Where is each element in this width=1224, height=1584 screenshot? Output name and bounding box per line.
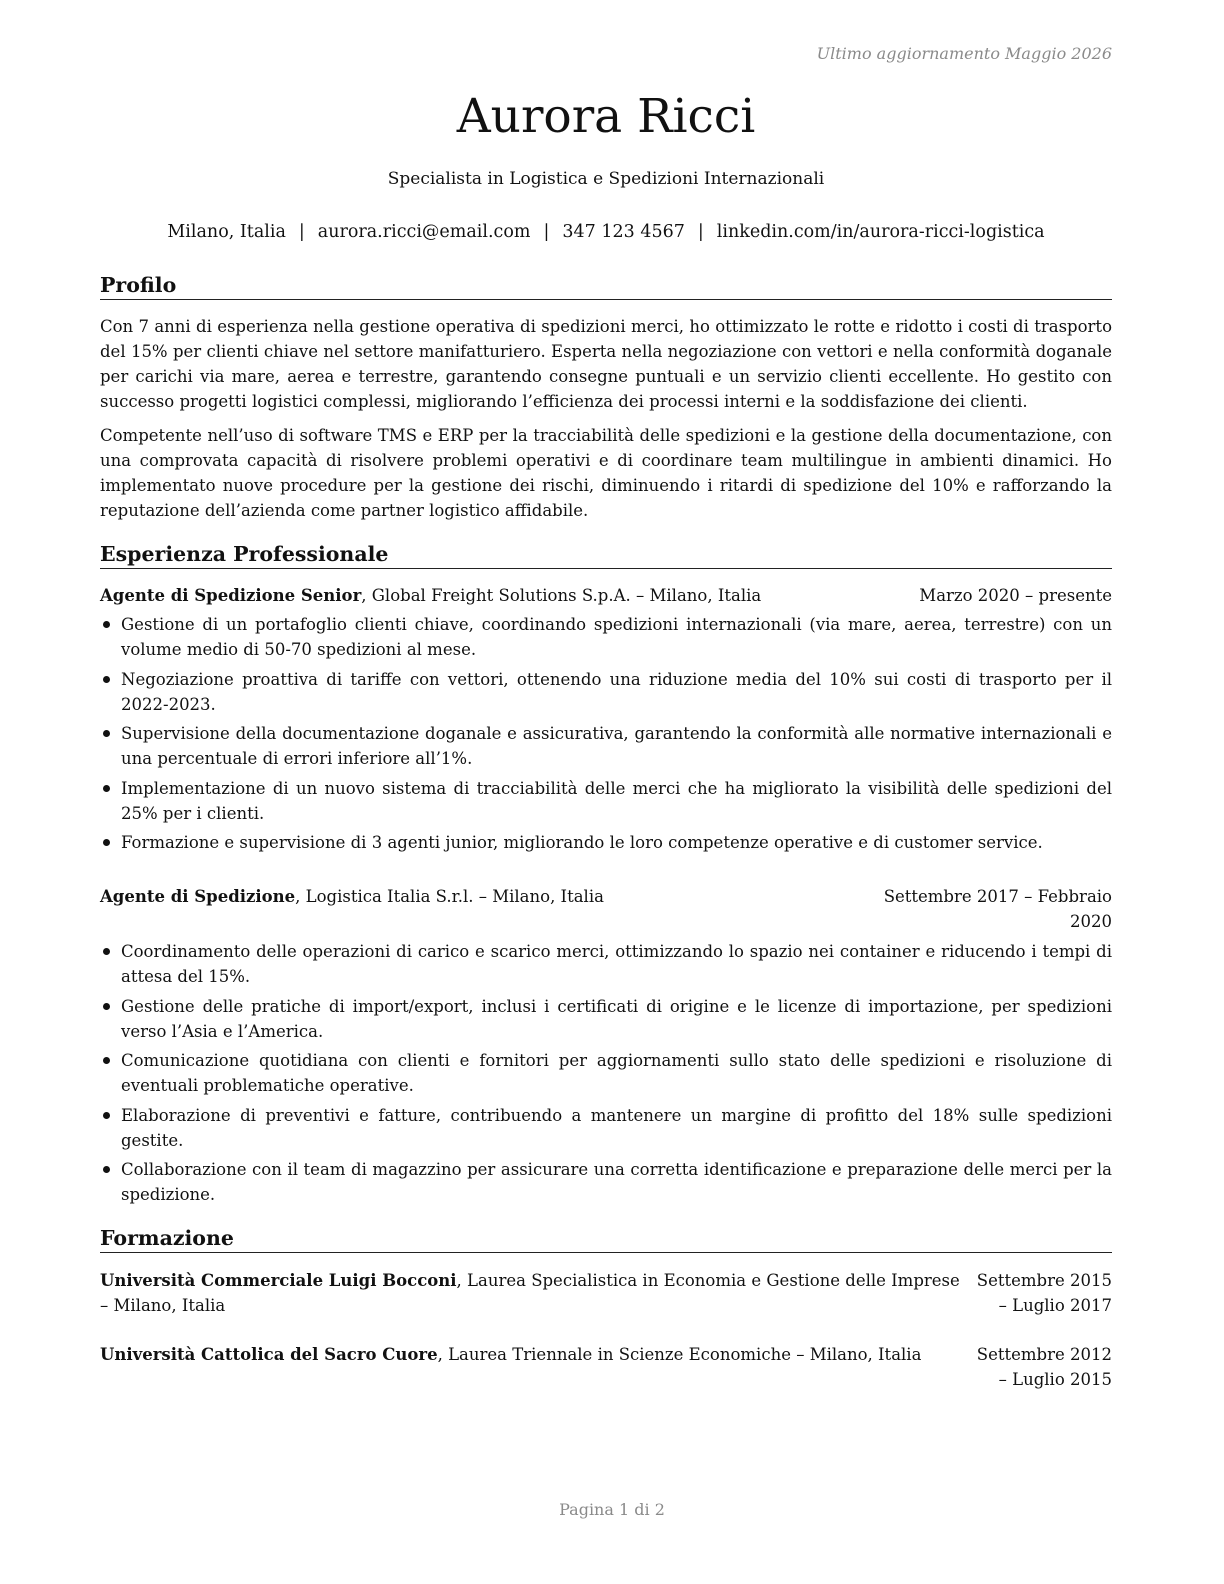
list-item: Coordinamento delle operazioni di carico e scarico merci, ottimizzando lo spazio nei container e riducendo i tempi di attesa del 15%.	[100, 939, 1112, 989]
education-entry	[100, 1342, 1112, 1392]
list-item: Negoziazione proattiva di tariffe con vettori, ottenendo una riduzione media del 10% sui costi di trasporto per il 2022-2023.	[100, 667, 1112, 717]
bullet-icon	[103, 948, 110, 955]
job-dates: Settembre 2017 – Febbraio 2020	[883, 887, 1112, 931]
list-item: Collaborazione con il team di magazzino per assicurare una corretta identificazione e preparazione delle merci per la spedizione.	[100, 1157, 1112, 1207]
job-company: , Logistica Italia S.r.l. – Milano, Italia	[295, 887, 604, 906]
contact-phone[interactable]: 347 123 4567	[562, 222, 685, 242]
bullet-icon	[103, 839, 110, 846]
education-entry	[100, 1268, 1112, 1318]
contact-email[interactable]: aurora.ricci@email.com	[317, 222, 531, 242]
bullet-icon	[103, 1112, 110, 1119]
bullet-icon	[103, 1166, 110, 1173]
list-item: Gestione delle pratiche di import/export, inclusi i certificati di origine e le licenze di importazione, per spedizioni verso l’Asia e l’America.	[100, 994, 1112, 1044]
job-bullet-list	[100, 612, 1112, 860]
job-header	[100, 884, 1112, 934]
contact-line	[100, 219, 1112, 245]
job-bullet-list	[100, 939, 1112, 1212]
profile-paragraph: Competente nell’uso di software TMS e ERP per la tracciabilità delle spedizioni e la gestione della documentazione, con una comprovata capacità di risolvere problemi operativi e di coordinare team multilingue in ambienti dinamici. Ho implementato nuove procedure per la gestione dei rischi, diminuendo i ritardi di spedizione del 10% e rafforzando la reputazione dell’azienda come partner logistico affidabile.	[100, 426, 1112, 520]
section-title-experience: Esperienza Professionale	[100, 540, 1112, 569]
job-header	[100, 583, 1112, 608]
contact-location: Milano, Italia	[167, 222, 286, 242]
education-dates: Settembre 2012 – Luglio 2015	[976, 1345, 1112, 1389]
list-item: Supervisione della documentazione doganale e assicurativa, garantendo la conformità alle normative internazionali e una percentuale di errori inferiore all’1%.	[100, 721, 1112, 771]
contact-separator: |	[298, 222, 305, 242]
list-item: Gestione di un portafoglio clienti chiave, coordinando spedizioni internazionali (via mare, aerea, terrestre) con un volume medio di 50-70 spedizioni al mese.	[100, 612, 1112, 662]
education-dates: Settembre 2015 – Luglio 2017	[976, 1271, 1112, 1315]
section-title-profile: Profilo	[100, 271, 1112, 300]
education-school: Università Cattolica del Sacro Cuore	[100, 1345, 438, 1364]
page-number: Pagina 1 di 2	[559, 1500, 665, 1519]
job-role: Agente di Spedizione Senior	[100, 586, 362, 605]
education-school: Università Commerciale Luigi Bocconi	[100, 1271, 457, 1290]
bullet-icon	[103, 730, 110, 737]
list-item: Elaborazione di preventivi e fatture, contribuendo a mantenere un margine di profitto del 18% sulle spedizioni gestite.	[100, 1103, 1112, 1153]
job-company: , Global Freight Solutions S.p.A. – Milano, Italia	[361, 586, 762, 605]
section-title-education: Formazione	[100, 1224, 1112, 1253]
list-item: Formazione e supervisione di 3 agenti junior, migliorando le loro competenze operative e di customer service.	[100, 830, 1112, 855]
bullet-icon	[103, 1057, 110, 1064]
contact-linkedin[interactable]: linkedin.com/in/aurora-ricci-logistica	[716, 222, 1045, 242]
list-item: Implementazione di un nuovo sistema di tracciabilità delle merci che ha migliorato la visibilità delle spedizioni del 25% per i clienti.	[100, 776, 1112, 826]
list-item: Comunicazione quotidiana con clienti e fornitori per aggiornamenti sullo stato delle spedizioni e risoluzione di eventuali problematiche operative.	[100, 1048, 1112, 1098]
profile-paragraph: Con 7 anni di esperienza nella gestione operativa di spedizioni merci, ho ottimizzato le rotte e ridotto i costi di trasporto del 15% per clienti chiave nel settore manifatturiero. Esperta nella negoziazione con vettori e nella conformità doganale per carichi via mare, aerea e terrestre, garantendo consegne puntuali e un servizio clienti eccellente. Ho gestito con successo progetti logistici complessi, migliorando l’efficienza dei processi interni e la soddisfazione dei clienti.	[100, 317, 1112, 411]
bullet-icon	[103, 785, 110, 792]
candidate-title: Specialista in Logistica e Spedizioni Internazionali	[387, 169, 825, 189]
education-degree: , Laurea Triennale in Scienze Economiche – Milano, Italia	[437, 1345, 922, 1364]
bullet-icon	[103, 621, 110, 628]
contact-separator: |	[543, 222, 550, 242]
bullet-icon	[103, 1003, 110, 1010]
candidate-name: Aurora Ricci	[456, 89, 756, 144]
contact-separator: |	[697, 222, 704, 242]
job-dates: Marzo 2020 – presente	[919, 586, 1112, 605]
job-role: Agente di Spedizione	[100, 887, 296, 906]
education-degree: , Laurea Specialistica in Economia e Gestione delle Imprese – Milano, Italia	[100, 1271, 960, 1315]
last-updated-note: Ultimo aggiornamento Maggio 2026	[816, 44, 1112, 63]
bullet-icon	[103, 676, 110, 683]
